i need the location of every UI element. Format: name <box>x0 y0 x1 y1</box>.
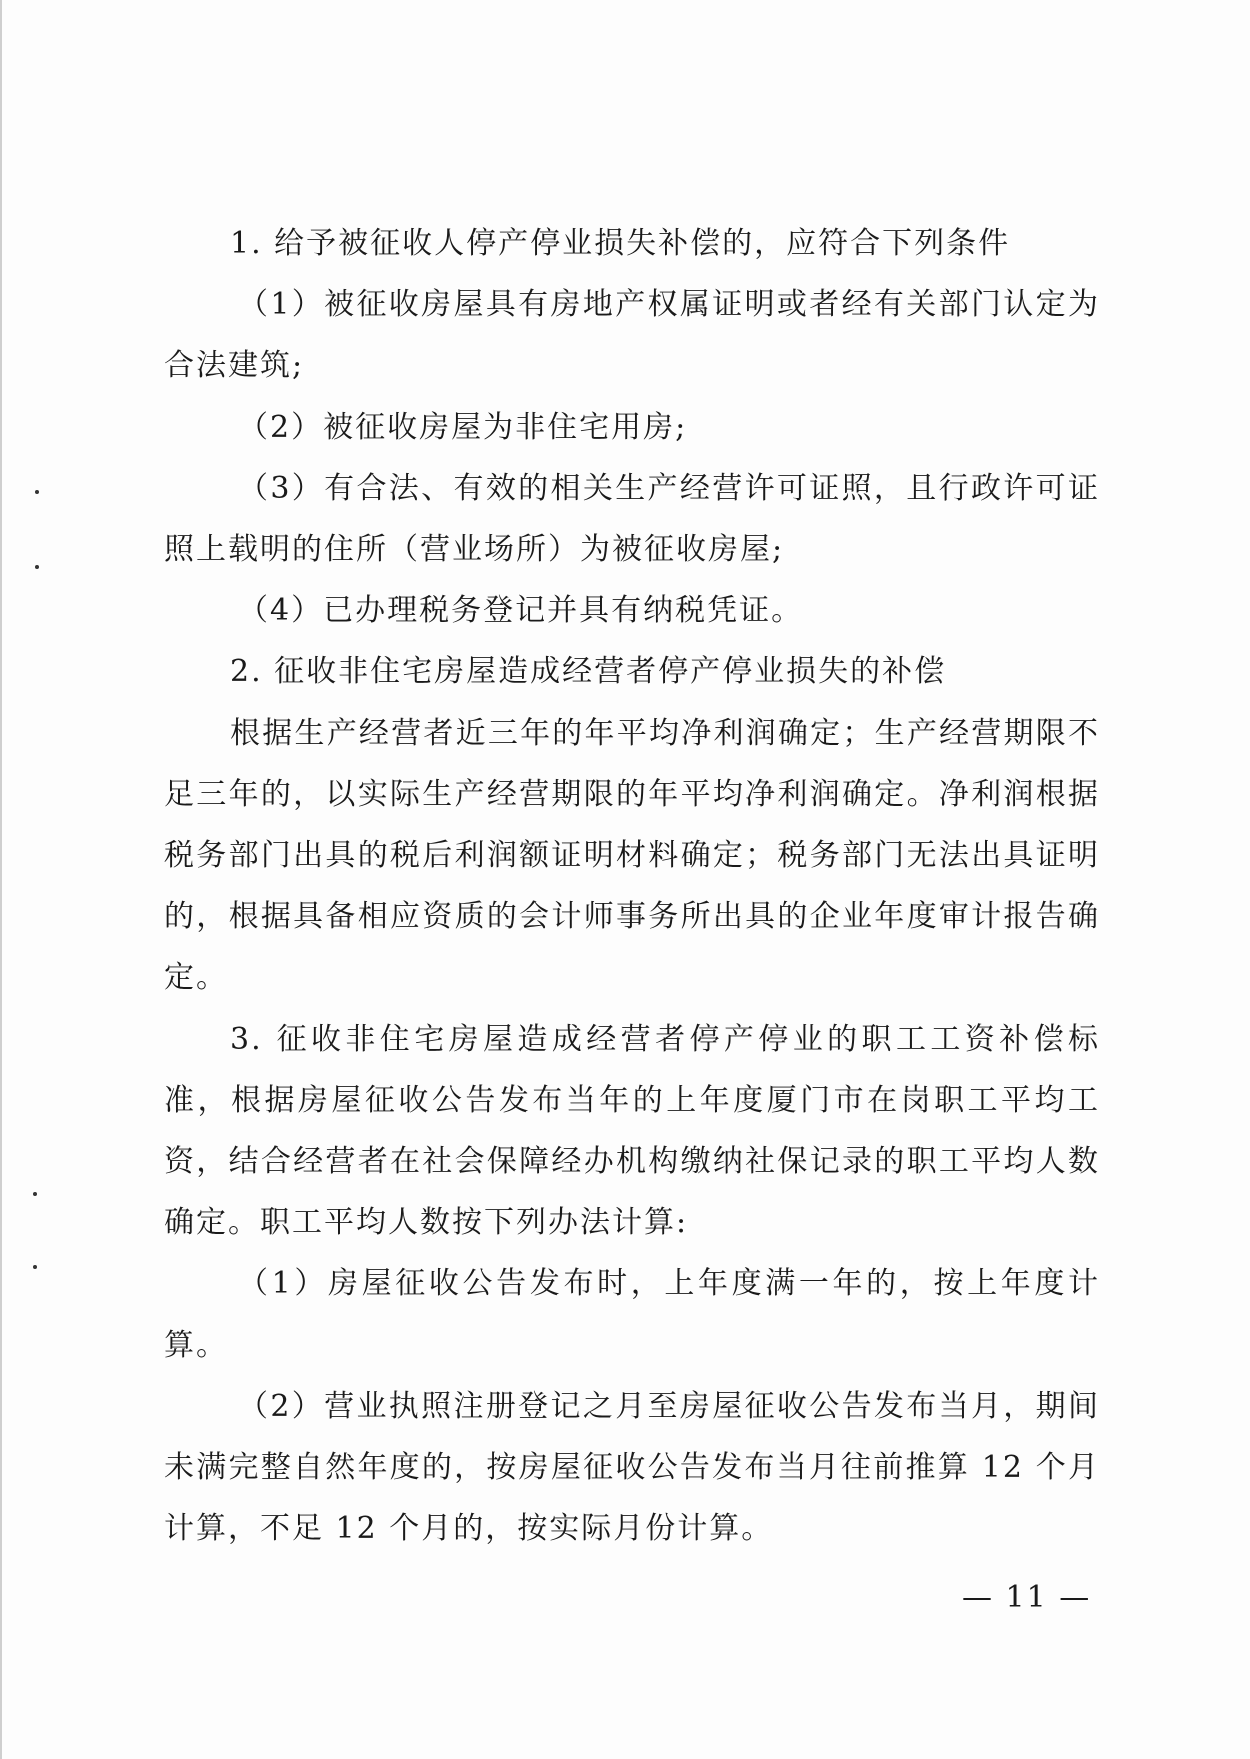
binding-dot <box>35 565 39 569</box>
paragraph-condition-1: （1）被征收房屋具有房地产权属证明或者经有关部门认定为合法建筑; <box>164 287 1100 384</box>
paragraph-condition-2: （2）被征收房屋为非住宅用房; <box>238 409 688 445</box>
binding-dot <box>33 1265 37 1269</box>
paragraph-wage-standard: 3. 征收非住宅房屋造成经营者停产停业的职工工资补偿标准，根据房屋征收公告发布当年的上年度厦门市在岗职工平均工资，结合经营者在社会保障经办机构缴纳社保记录的职工平均人数确定。职工平均人数按下列办法计算: <box>164 1021 1100 1241</box>
paragraph-wage-method-1: （1）房屋征收公告发布时，上年度满一年的，按上年度计算。 <box>164 1266 1100 1363</box>
paragraph-condition-4: （4）已办理税务登记并具有纳税凭证。 <box>238 593 804 629</box>
paragraph-wage-method-2: （2）营业执照注册登记之月至房屋征收公告发布当月，期间未满完整自然年度的，按房屋征收公告发布当月往前推算 12 个月计算，不足 12 个月的，按实际月份计算。 <box>164 1388 1100 1547</box>
paragraph-condition-3: （3）有合法、有效的相关生产经营许可证照，且行政许可证照上载明的住所（营业场所）为被征收房屋; <box>164 470 1100 568</box>
paragraph-condition-heading: 1. 给予被征收人停产停业损失补偿的，应符合下列条件 <box>230 226 1011 261</box>
page-number: — 11 — <box>962 1580 1092 1615</box>
paragraph-compensation-body: 根据生产经营者近三年的年平均净利润确定；生产经营期限不足三年的，以实际生产经营期限的年平均净利润确定。净利润根据税务部门出具的税后利润额证明材料确定；税务部门无法出具证明的，根据具备相应资质的会计师事务所出具的企业年度审计报告确定。 <box>164 715 1100 996</box>
document-body <box>164 213 1100 1559</box>
binding-dot <box>33 1192 37 1196</box>
binding-dot <box>35 490 39 494</box>
paragraph-compensation-heading: 2. 征收非住宅房屋造成经营者停产停业损失的补偿 <box>230 654 947 690</box>
